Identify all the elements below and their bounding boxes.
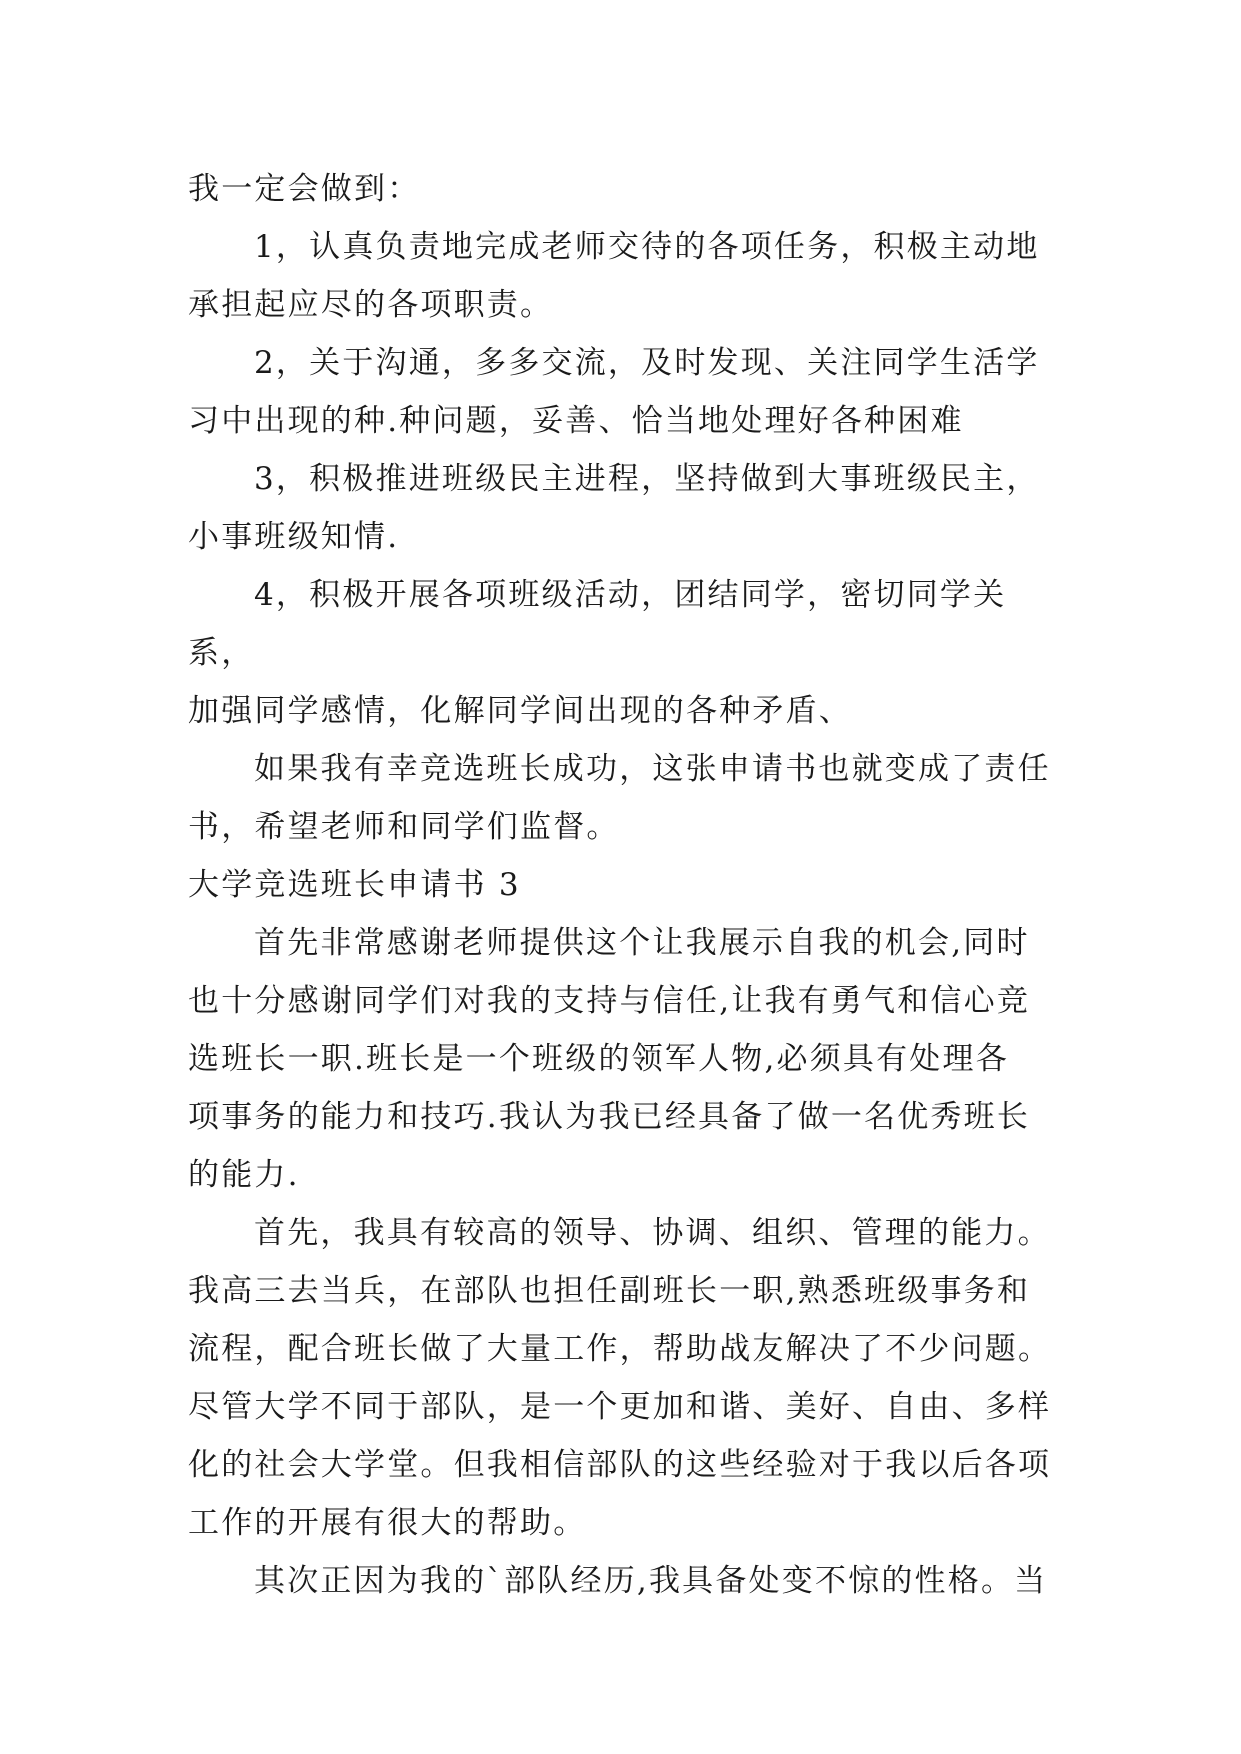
text-line: 如果我有幸竞选班长成功，这张申请书也就变成了责任 [254,751,1051,787]
text-line: 化的社会大学堂。但我相信部队的这些经验对于我以后各项 [188,1447,1052,1483]
document-body [188,160,1068,1610]
text-line: 工作的开展有很大的帮助。 [188,1505,587,1541]
text-line: 2，关于沟通，多多交流，及时发现、关注同学生活学 [254,345,1040,381]
text-line: 也十分感谢同学们对我的支持与信任,让我有勇气和信心竞 [188,983,1031,1019]
text-line: 4，积极开展各项班级活动，团结同学，密切同学关系， [188,577,1007,671]
text-line: 承担起应尽的各项职责。 [188,287,554,323]
text-line: 的能力. [188,1157,300,1193]
text-line: 我高三去当兵，在部队也担任副班长一职,熟悉班级事务和 [188,1273,1031,1309]
text-line: 小事班级知情. [188,519,400,555]
text-line: 1，认真负责地完成老师交待的各项任务，积极主动地 [254,229,1040,265]
text-line: 书，希望老师和同学们监督。 [188,809,620,845]
text-line: 习中出现的种.种问题，妥善、恰当地处理好各种困难 [188,403,964,439]
text-line: 3，积极推进班级民主进程，坚持做到大事班级民主， [254,461,1040,497]
text-line: 首先，我具有较高的领导、协调、组织、管理的能力。 [254,1215,1051,1251]
text-line: 流程，配合班长做了大量工作，帮助战友解决了不少问题。 [188,1331,1052,1367]
text-line: 首先非常感谢老师提供这个让我展示自我的机会,同时 [254,925,1030,961]
text-line: 其次正因为我的`部队经历,我具备处变不惊的性格。当 [254,1563,1048,1599]
text-line: 项事务的能力和技巧.我认为我已经具备了做一名优秀班长 [188,1099,1031,1135]
text-line: 尽管大学不同于部队，是一个更加和谐、美好、自由、多样 [188,1389,1052,1425]
text-line: 加强同学感情，化解同学间出现的各种矛盾、 [188,693,852,729]
text-line: 我一定会做到： [188,171,421,207]
section-heading: 大学竞选班长申请书 3 [188,867,521,903]
text-line: 选班长一职.班长是一个班级的领军人物,必须具有处理各 [188,1041,1009,1077]
